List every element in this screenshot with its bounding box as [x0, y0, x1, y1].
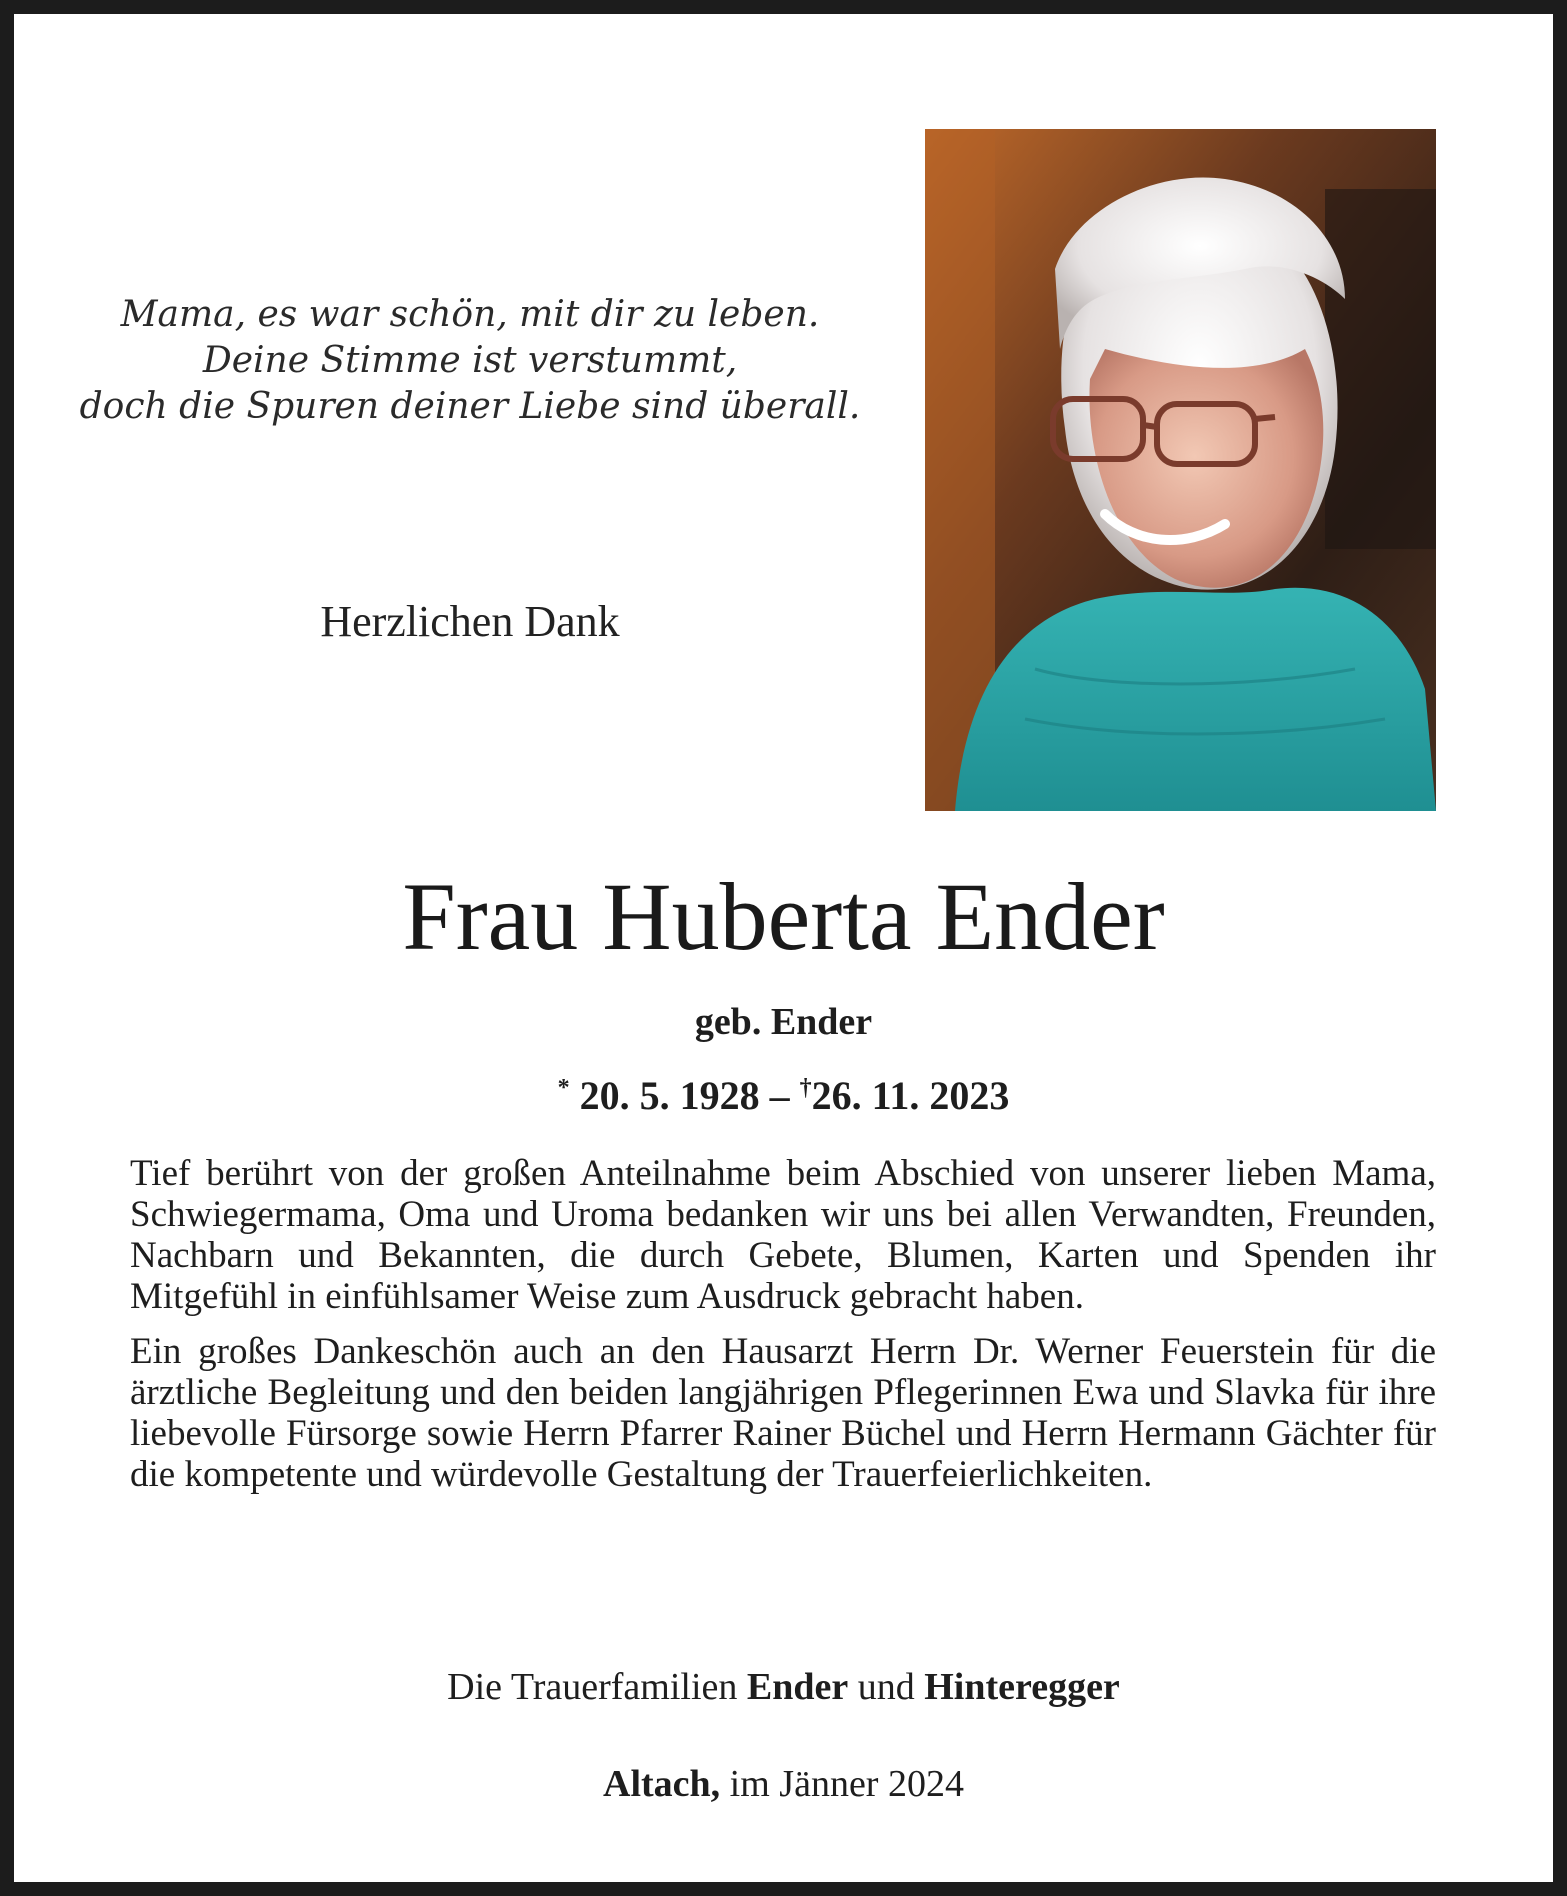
- thanks-paragraph-1: Tief berührt von der großen Anteilnahme beim Abschied von unserer lieben Mama, Schwiegermama, Oma und Uroma bedanken wir uns bei allen Verwandten, Freunden, Nachbarn und Bekannten, die durch Gebete, Blumen, Karten und Spenden ihr Mitgefühl in einfühlsamer Weise zum Ausdruck gebracht haben.: [130, 1153, 1436, 1317]
- family-conjunction: und: [857, 1666, 915, 1708]
- family-prefix: Die Trauerfamilien: [447, 1666, 738, 1708]
- life-dates: [0, 1072, 1567, 1119]
- quote-line-1: Mama, es war schön, mit dir zu leben.: [120, 294, 820, 335]
- death-symbol: †: [799, 1075, 812, 1101]
- death-date: 26. 11. 2023: [811, 1073, 1010, 1118]
- thanks-text: [130, 1153, 1436, 1509]
- family-name-2: Hinteregger: [924, 1666, 1120, 1708]
- family-signature: [0, 1665, 1567, 1709]
- place-town: Altach,: [603, 1763, 721, 1805]
- place-date: [0, 1762, 1567, 1806]
- memorial-quote: [60, 292, 880, 430]
- birth-date: 20. 5. 1928: [579, 1073, 760, 1118]
- date-separator: –: [769, 1073, 790, 1118]
- family-name-1: Ender: [746, 1666, 849, 1708]
- maiden-name: geb. Ender: [694, 1001, 873, 1043]
- thanks-heading: Herzlichen Dank: [320, 597, 620, 646]
- birth-symbol: *: [557, 1075, 570, 1101]
- quote-line-3: doch die Spuren deiner Liebe sind überall.: [79, 386, 861, 427]
- portrait-photo: [925, 129, 1436, 811]
- quote-line-2: Deine Stimme ist verstummt,: [202, 340, 738, 381]
- thanks-paragraph-2: Ein großes Dankeschön auch an den Hausarzt Herrn Dr. Werner Feuerstein für die ärztliche Begleitung und den beiden langjährigen Pflegerinnen Ewa und Slavka für ihre liebevolle Fürsorge sowie Herrn Pfarrer Rainer Büchel und Herrn Hermann Gächter für die kompetente und würdevolle Gestaltung der Trauerfeierlichkeiten.: [130, 1331, 1436, 1495]
- place-month: im Jänner 2024: [729, 1763, 964, 1805]
- deceased-name: Frau Huberta Ender: [402, 863, 1165, 970]
